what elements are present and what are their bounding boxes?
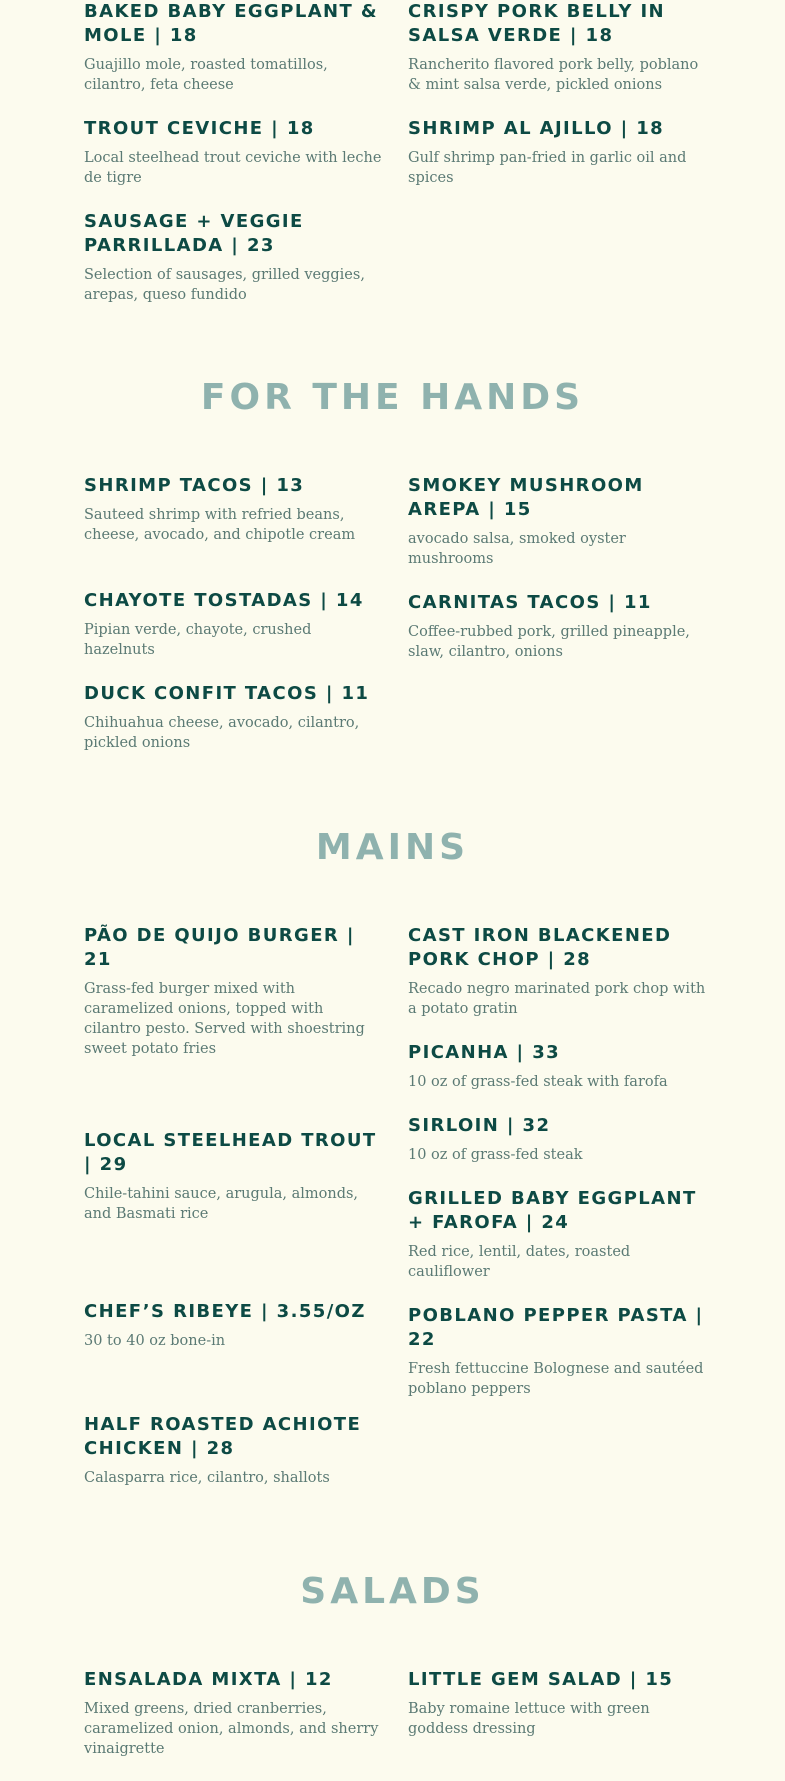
menu-column-right: [408, 1668, 708, 1781]
menu-column-left: [84, 1668, 384, 1781]
menu-item-description: 30 to 40 oz bone-in: [84, 1333, 226, 1349]
menu-item-description: Grass-fed burger mixed with caramelized onions, topped with cilantro pesto. Served with shoestring sweet potato fries: [84, 981, 365, 1057]
menu-item-name: HALF ROASTED ACHIOTE CHICKEN | 28: [84, 1414, 362, 1459]
menu-item-description: Recado negro marinated pork chop with a potato gratin: [408, 981, 706, 1017]
menu-item: [84, 1668, 384, 1759]
menu-item: [408, 1114, 708, 1165]
menu-item-description: Guajillo mole, roasted tomatillos, cilantro, feta cheese: [84, 57, 328, 93]
menu-item-name: LOCAL STEELHEAD TROUT | 29: [84, 1130, 377, 1175]
menu-item-description: Local steelhead trout ceviche with leche de tigre: [84, 150, 382, 186]
menu-item-description: Coffee-rubbed pork, grilled pineapple, slaw, cilantro, onions: [408, 624, 690, 660]
menu-item-description: Selection of sausages, grilled veggies, arepas, queso fundido: [84, 267, 365, 303]
menu-item-description: Calasparra rice, cilantro, shallots: [84, 1470, 330, 1486]
menu-item-name: POBLANO PEPPER PASTA | 22: [408, 1305, 704, 1350]
menu-column-right: [408, 924, 708, 1510]
menu-item-name: CARNITAS TACOS | 11: [408, 592, 652, 613]
menu-item-name: SHRIMP AL AJILLO | 18: [408, 118, 665, 139]
menu-item-name: CRISPY PORK BELLY IN SALSA VERDE | 18: [408, 1, 666, 46]
menu-item: [408, 474, 708, 569]
menu-item-description: avocado salsa, smoked oyster mushrooms: [408, 531, 626, 567]
menu-column-left: [84, 924, 384, 1510]
section-title: MAINS: [315, 827, 470, 868]
menu-item: [84, 589, 384, 660]
menu-item-name: LITTLE GEM SALAD | 15: [408, 1669, 674, 1690]
section-title: SALADS: [300, 1571, 485, 1612]
menu-item-name: CAST IRON BLACKENED PORK CHOP | 28: [408, 925, 672, 970]
menu-item-description: Mixed greens, dried cranberries, caramelized onion, almonds, and sherry vinaigrette: [84, 1701, 379, 1757]
menu-item-description: Baby romaine lettuce with green goddess dressing: [408, 1701, 650, 1737]
menu-item: [408, 117, 708, 188]
menu-item: [84, 924, 384, 1059]
menu-column-right: [408, 474, 708, 775]
menu-section-salads: [84, 1668, 708, 1781]
menu-item-name: BAKED BABY EGGPLANT & MOLE | 18: [84, 1, 378, 46]
menu-item: [408, 1187, 708, 1282]
menu-section-starters: [84, 0, 708, 327]
menu-item: [84, 0, 384, 95]
menu-item-description: 10 oz of grass-fed steak: [408, 1147, 583, 1163]
menu-item-name: TROUT CEVICHE | 18: [84, 118, 315, 139]
menu-item-name: PÃO DE QUIJO BURGER | 21: [84, 925, 355, 970]
menu-column-left: [84, 474, 384, 775]
menu-item: [408, 1304, 708, 1399]
menu-item: [408, 924, 708, 1019]
menu-item-name: SHRIMP TACOS | 13: [84, 475, 305, 496]
menu-item-description: Rancherito flavored pork belly, poblano & mint salsa verde, pickled onions: [408, 57, 699, 93]
menu-item-description: Chihuahua cheese, avocado, cilantro, pickled onions: [84, 715, 360, 751]
menu-item: [84, 1129, 384, 1224]
menu-item: [84, 117, 384, 188]
menu-column-left: [84, 0, 384, 327]
menu-item: [84, 210, 384, 305]
menu-item-name: ENSALADA MIXTA | 12: [84, 1669, 333, 1690]
menu-item-description: 10 oz of grass-fed steak with farofa: [408, 1074, 668, 1090]
menu-item-name: DUCK CONFIT TACOS | 11: [84, 683, 370, 704]
menu-item: [408, 0, 708, 95]
menu-item-name: SIRLOIN | 32: [408, 1115, 551, 1136]
menu-item: [408, 1041, 708, 1092]
menu-item: [408, 591, 708, 662]
menu-item-name: SAUSAGE + VEGGIE PARRILLADA | 23: [84, 211, 304, 256]
menu-item-description: Chile-tahini sauce, arugula, almonds, and Basmati rice: [84, 1186, 359, 1222]
menu-section-mains: [84, 924, 708, 1510]
menu-item: [84, 1300, 384, 1351]
menu-item-description: Pipian verde, chayote, crushed hazelnuts: [84, 622, 312, 658]
menu-item-description: Fresh fettuccine Bolognese and sautéed poblano peppers: [408, 1361, 704, 1397]
menu-item-description: Sauteed shrimp with refried beans, cheese, avocado, and chipotle cream: [84, 507, 356, 543]
menu-item-name: GRILLED BABY EGGPLANT + FAROFA | 24: [408, 1188, 697, 1233]
menu-section-for-the-hands: [84, 474, 708, 775]
section-title: FOR THE HANDS: [200, 377, 585, 418]
menu-item-name: CHAYOTE TOSTADAS | 14: [84, 590, 364, 611]
menu-item-name: CHEF’S RIBEYE | 3.55/OZ: [84, 1301, 366, 1322]
menu-item-description: Red rice, lentil, dates, roasted cauliflower: [408, 1244, 631, 1280]
menu-column-right: [408, 0, 708, 327]
menu-item: [84, 682, 384, 753]
menu-item: [84, 474, 384, 545]
menu-item: [84, 1413, 384, 1488]
menu-item-name: SMOKEY MUSHROOM AREPA | 15: [408, 475, 644, 520]
menu-item-name: PICANHA | 33: [408, 1042, 561, 1063]
menu-item-description: Gulf shrimp pan-fried in garlic oil and spices: [408, 150, 687, 186]
menu-item: [408, 1668, 708, 1739]
